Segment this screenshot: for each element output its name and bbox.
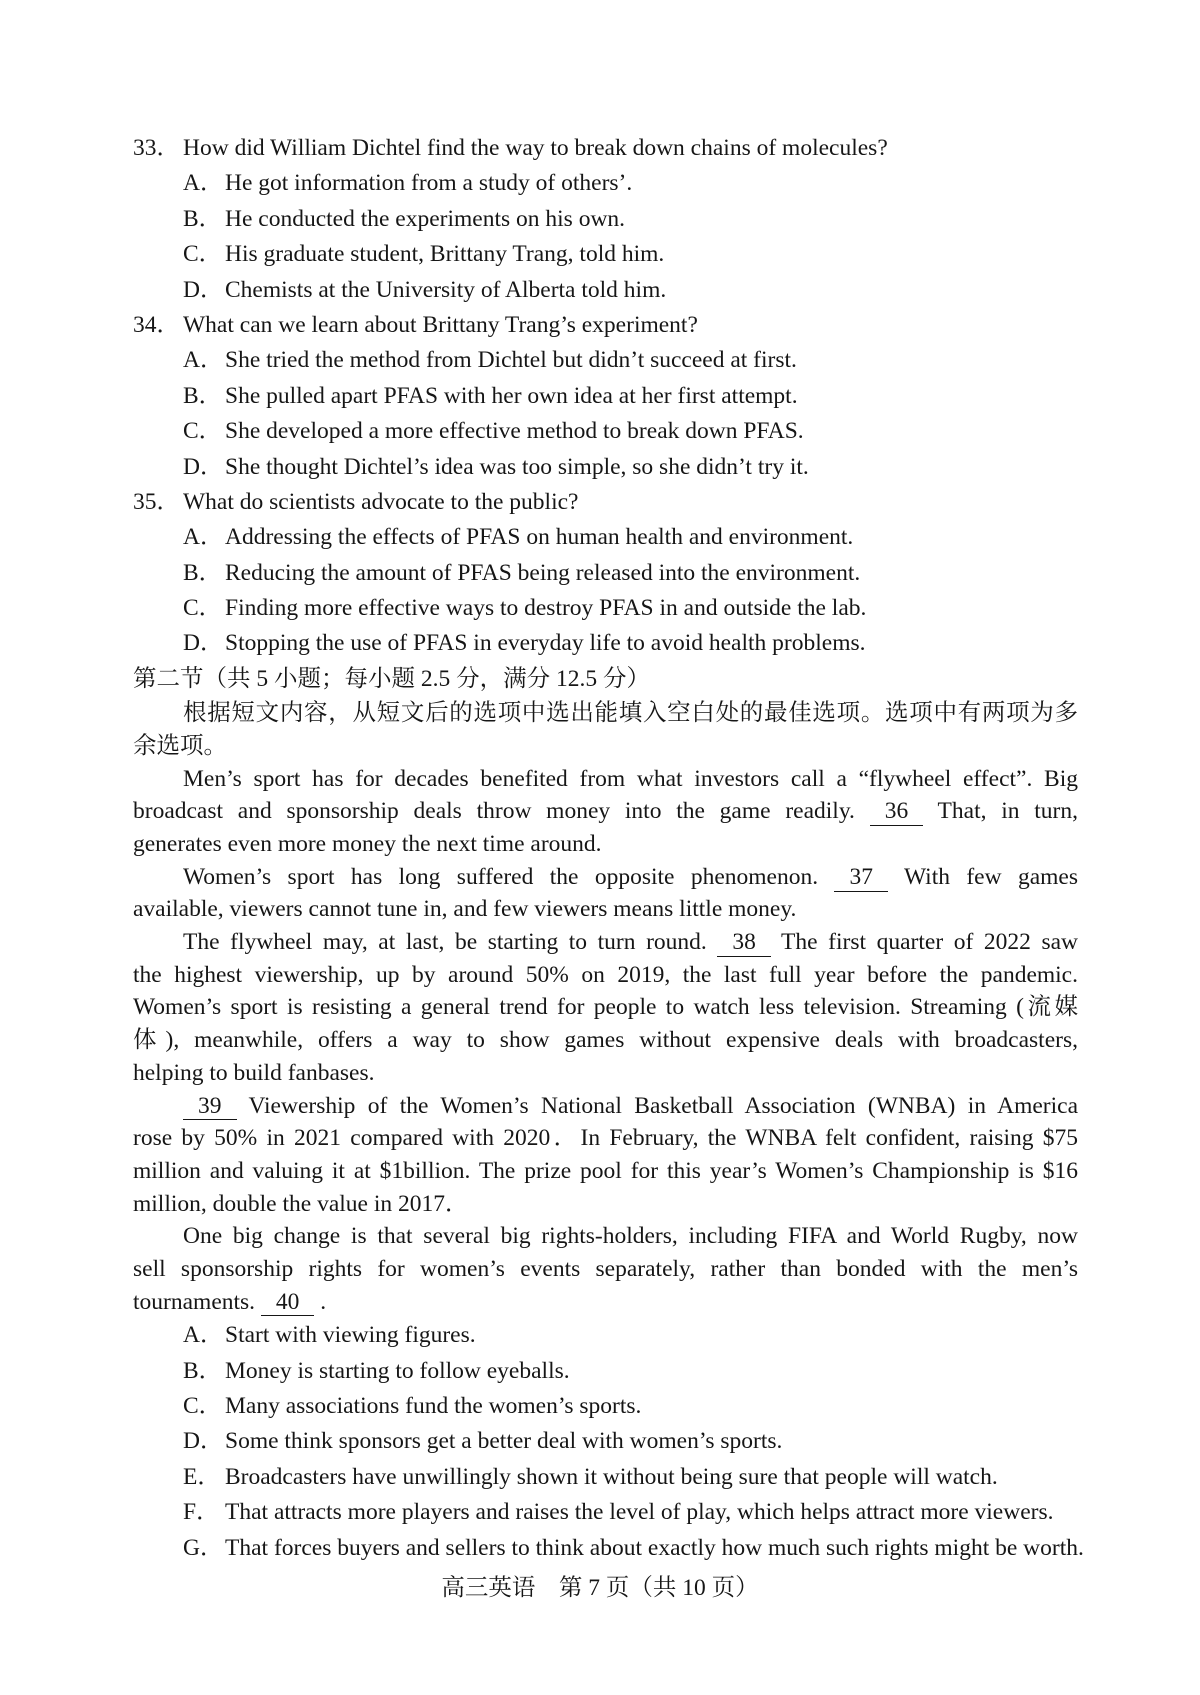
passage-text: million and valuing it at $1billion. The prize pool for this year’s Women’s Championship is $16	[133, 1157, 1078, 1184]
answer-option-c	[133, 1389, 1078, 1424]
question-stem	[133, 485, 1078, 520]
option-text: Some think sponsors get a better deal with women’s sports.	[225, 1428, 783, 1455]
option-b	[133, 202, 1078, 237]
passage-text: .	[320, 1288, 327, 1315]
passage-text: helping to build fanbases.	[133, 1059, 375, 1086]
passage-text: the highest viewership, up by around 50% on 2019, the last full year before the pandemic.	[133, 961, 1078, 988]
instruction-text: 根据短文内容，从短文后的选项中选出能填入空白处的最佳选项。选项中有两项为多	[183, 700, 1078, 727]
question-text: What can we learn about Brittany Trang’s experiment?	[183, 311, 698, 338]
question-34	[133, 308, 1078, 485]
option-label: A．	[183, 347, 224, 374]
answer-blank-36: 36	[870, 799, 924, 826]
question-33	[133, 131, 1078, 308]
passage-line	[133, 828, 1078, 861]
passage-paragraph-1	[133, 763, 1078, 861]
passage-line	[133, 1188, 1078, 1221]
passage-text: generates even more money the next time around.	[133, 831, 602, 857]
passage-text: million, double the value in 2017．	[133, 1190, 469, 1217]
answer-option-d	[133, 1424, 1078, 1459]
option-text: That forces buyers and sellers to think about exactly how much such rights might be worth.	[225, 1534, 1084, 1561]
passage-line	[133, 763, 1078, 796]
question-number: 33．	[133, 135, 180, 161]
passage-line	[133, 1090, 1078, 1123]
passage-text: Women’s sport has long suffered the opposite phenomenon.	[183, 863, 819, 890]
passage-paragraph-2	[133, 861, 1078, 926]
option-c	[133, 414, 1078, 449]
passage-text: One big change is that several big rights-holders, including FIFA and World Rugby, now	[183, 1223, 1078, 1250]
question-stem	[133, 131, 1078, 166]
passage-text: rose by 50% in 2021 compared with 2020．In February, the WNBA felt confident, raising $75	[133, 1125, 1078, 1152]
passage-text: The first quarter of 2022 saw	[781, 929, 1079, 956]
page-content	[133, 131, 1084, 1566]
answer-blank-37: 37	[834, 865, 888, 892]
option-a	[133, 520, 1078, 555]
passage-line	[133, 1024, 1078, 1057]
option-d	[133, 450, 1078, 485]
option-label: D．	[183, 276, 224, 303]
question-35	[133, 485, 1078, 662]
answer-blank-38: 38	[717, 930, 771, 957]
passage-text: Women’s sport is resisting a general trend for people to watch less television. Streaming (流媒	[133, 994, 1078, 1021]
option-text: Stopping the use of PFAS in everyday life to avoid health problems.	[225, 630, 866, 657]
option-text: Money is starting to follow eyeballs.	[225, 1357, 570, 1384]
passage-text: broadcast and sponsorship deals throw money into the game readily.	[133, 798, 855, 825]
option-label: D．	[183, 630, 224, 657]
question-text: How did William Dichtel find the way to break down chains of molecules?	[183, 135, 888, 161]
option-text: He got information from a study of others’.	[225, 170, 633, 197]
option-text: She thought Dichtel’s idea was too simple, so she didn’t try it.	[225, 453, 809, 480]
option-label: C．	[183, 1393, 223, 1420]
answer-option-f	[133, 1495, 1078, 1530]
passage-line	[133, 1220, 1078, 1253]
option-text: She developed a more effective method to break down PFAS.	[225, 418, 804, 445]
option-label: C．	[183, 595, 223, 622]
section-instruction	[133, 697, 1078, 762]
option-label: F．	[183, 1499, 220, 1526]
passage-paragraph-3	[133, 926, 1078, 1089]
option-text: Addressing the effects of PFAS on human health and environment.	[225, 524, 854, 551]
passage-text: sell sponsorship rights for women’s events separately, rather than bonded with the men’s	[133, 1255, 1078, 1282]
passage-paragraph-4	[133, 1090, 1078, 1221]
question-number: 34．	[133, 311, 180, 338]
option-text: His graduate student, Brittany Trang, told him.	[225, 241, 665, 268]
instruction-line	[133, 697, 1078, 730]
option-label: B．	[183, 205, 223, 232]
option-label: C．	[183, 241, 223, 268]
passage-paragraph-5	[133, 1220, 1078, 1318]
answer-option-e	[133, 1460, 1078, 1495]
passage-text: tournaments.	[133, 1288, 256, 1315]
answer-blank-39: 39	[183, 1094, 237, 1121]
passage-line	[133, 1253, 1078, 1286]
option-text: Finding more effective ways to destroy PFAS in and outside the lab.	[225, 595, 867, 622]
option-label: G．	[183, 1534, 224, 1561]
answer-option-b	[133, 1354, 1078, 1389]
passage-line	[133, 959, 1078, 992]
question-stem	[133, 308, 1078, 343]
page-footer: 高三英语 第 7 页（共 10 页）	[441, 1575, 759, 1601]
option-a	[133, 343, 1078, 378]
option-c	[133, 237, 1078, 272]
option-b	[133, 556, 1078, 591]
passage-line	[133, 795, 1078, 828]
answer-options	[133, 1318, 1084, 1566]
option-label: B．	[183, 382, 223, 409]
option-text: Reducing the amount of PFAS being released into the environment.	[225, 559, 861, 586]
answer-option-a	[133, 1318, 1078, 1353]
passage-text: Men’s sport has for decades benefited from what investors call a “flywheel effect”. Big	[183, 765, 1078, 792]
passage-line	[133, 1122, 1078, 1155]
option-b	[133, 379, 1078, 414]
option-label: C．	[183, 418, 223, 445]
passage-line	[133, 1057, 1078, 1090]
option-text: He conducted the experiments on his own.	[225, 205, 626, 232]
option-text: Start with viewing figures.	[225, 1322, 476, 1349]
passage-line	[133, 991, 1078, 1024]
option-label: A．	[183, 524, 224, 551]
instruction-text: 余选项。	[133, 732, 227, 759]
option-label: D．	[183, 1428, 224, 1455]
passage-text: available, viewers cannot tune in, and few viewers means little money.	[133, 896, 797, 923]
option-label: B．	[183, 1357, 223, 1384]
section-title: 第二节（共 5 小题；每小题 2.5 分，满分 12.5 分）	[133, 665, 650, 692]
passage-text: Viewership of the Women’s National Basketball Association (WNBA) in America	[248, 1092, 1078, 1119]
instruction-line	[133, 730, 1078, 763]
option-label: A．	[183, 170, 224, 197]
option-text: Many associations fund the women’s sports.	[225, 1393, 642, 1420]
option-c	[133, 591, 1078, 626]
option-label: E．	[183, 1463, 221, 1490]
answer-option-g	[133, 1531, 1084, 1566]
option-label: B．	[183, 559, 223, 586]
passage-line	[133, 1286, 1078, 1319]
option-d	[133, 626, 1078, 661]
option-d	[133, 273, 1078, 308]
answer-blank-40: 40	[261, 1290, 315, 1317]
option-text: Chemists at the University of Alberta told him.	[225, 276, 667, 303]
option-label: A．	[183, 1322, 224, 1349]
passage-line	[133, 893, 1078, 926]
option-label: D．	[183, 453, 224, 480]
option-a	[133, 166, 1078, 201]
passage-text: With few games	[903, 863, 1079, 890]
passage-text: The flywheel may, at last, be starting to turn round.	[183, 929, 707, 956]
passage-text: 体), meanwhile, offers a way to show games without expensive deals with broadcasters,	[133, 1027, 1078, 1054]
passage-line	[133, 861, 1078, 894]
question-text: What do scientists advocate to the public?	[183, 488, 579, 515]
option-text: She pulled apart PFAS with her own idea at her first attempt.	[225, 382, 798, 409]
question-number: 35．	[133, 488, 180, 515]
option-text: She tried the method from Dichtel but didn’t succeed at first.	[225, 347, 797, 374]
option-text: That attracts more players and raises the level of play, which helps attract more viewers.	[225, 1499, 1054, 1526]
option-text: Broadcasters have unwillingly shown it without being sure that people will watch.	[225, 1463, 998, 1490]
passage-text: That, in turn,	[937, 798, 1078, 825]
passage-line	[133, 926, 1078, 959]
passage-line	[133, 1155, 1078, 1188]
